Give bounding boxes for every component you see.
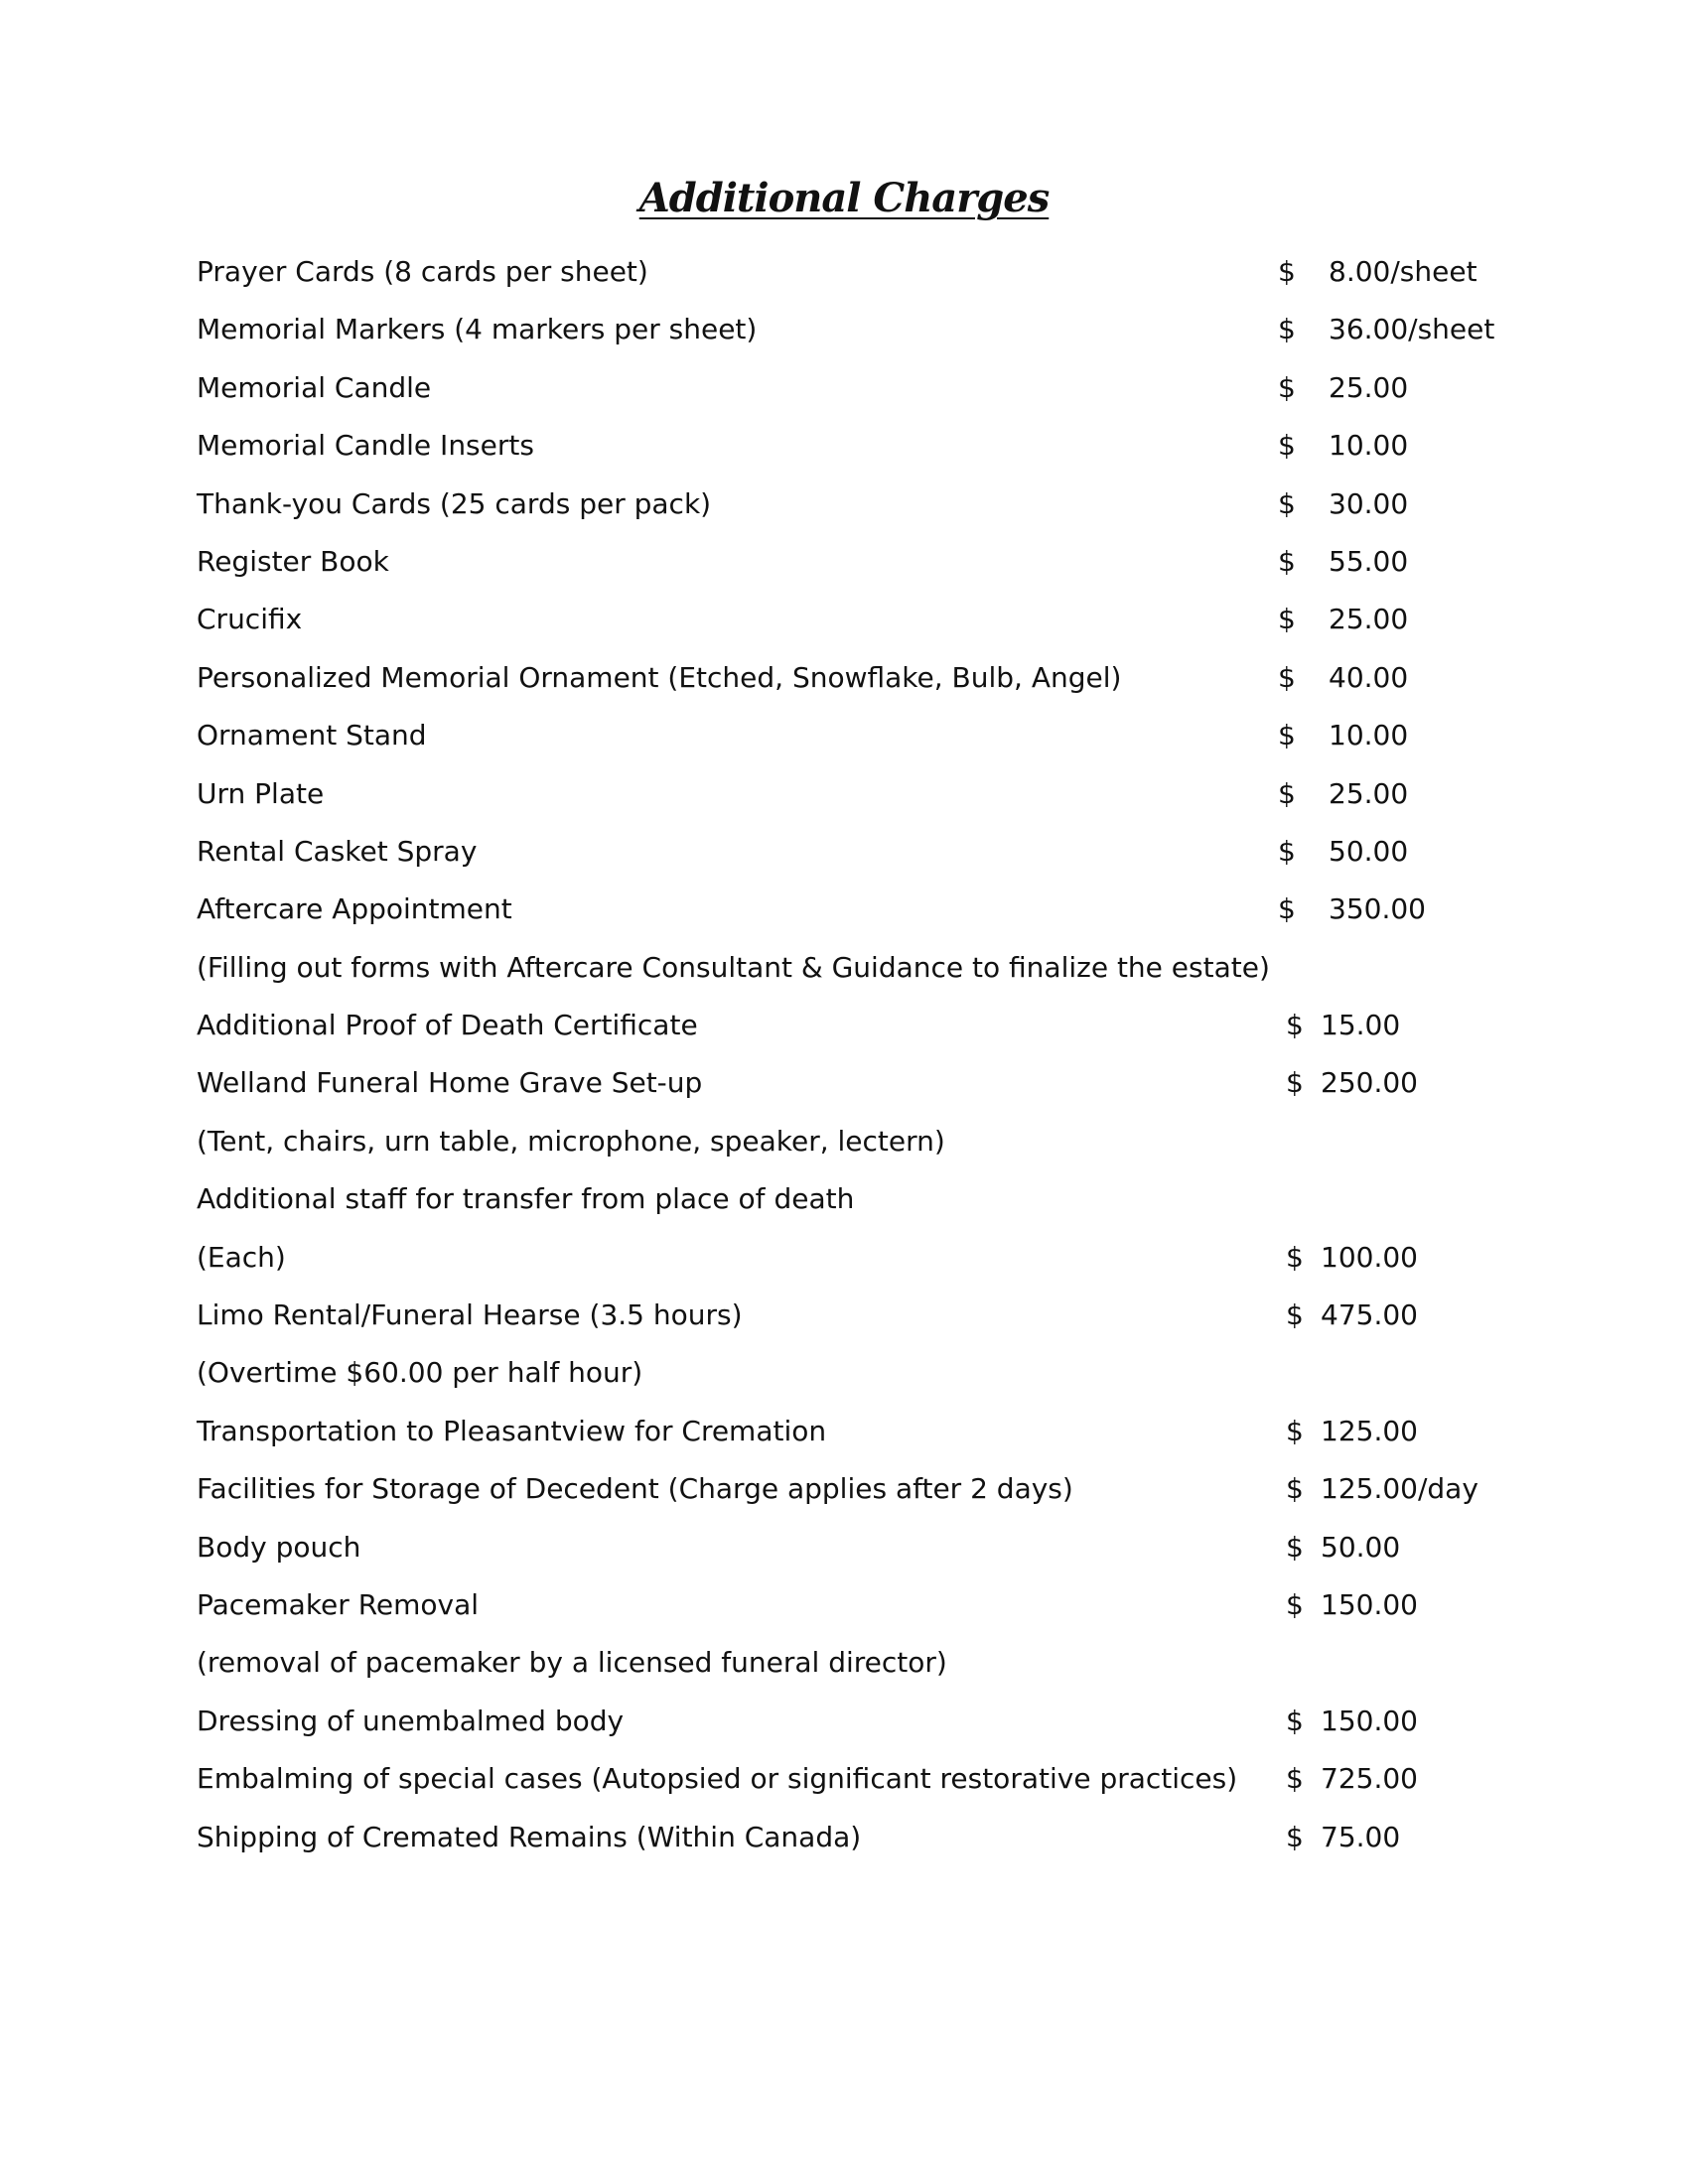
currency-symbol: $ [1278, 719, 1296, 752]
charge-row [0, 1750, 1688, 1808]
currency-symbol: $ [1286, 1414, 1304, 1447]
charge-row [0, 939, 1688, 997]
charge-row [0, 476, 1688, 533]
charge-label: Dressing of unembalmed body [197, 1704, 625, 1737]
charge-label: (removal of pacemaker by a licensed funeral director) [197, 1646, 947, 1680]
charge-amount: 30.00 [1329, 486, 1409, 520]
currency-symbol: $ [1278, 255, 1296, 288]
charge-row [0, 765, 1688, 823]
charge-row [0, 301, 1688, 358]
currency-symbol: $ [1286, 1298, 1304, 1332]
charge-amount: 25.00 [1329, 370, 1409, 404]
charge-row [0, 1344, 1688, 1402]
charge-amount: 36.00/sheet [1329, 313, 1495, 346]
charge-label: Limo Rental/Funeral Hearse (3.5 hours) [197, 1298, 743, 1332]
page-title [0, 171, 1688, 226]
charge-amount: 10.00 [1329, 429, 1409, 463]
page-title-text: Additional Charges [638, 175, 1050, 221]
charge-row [0, 1054, 1688, 1112]
currency-symbol: $ [1286, 1820, 1304, 1853]
charge-amount: 75.00 [1321, 1820, 1401, 1853]
currency-symbol: $ [1286, 1530, 1304, 1564]
charge-row [0, 1403, 1688, 1460]
currency-symbol: $ [1278, 776, 1296, 810]
charge-row [0, 707, 1688, 764]
charge-amount: 10.00 [1329, 719, 1409, 752]
charge-row [0, 1693, 1688, 1750]
charge-label: Thank-you Cards (25 cards per pack) [197, 486, 712, 520]
currency-symbol: $ [1286, 1704, 1304, 1737]
charge-label: Personalized Memorial Ornament (Etched, Snowflake, Bulb, Angel) [197, 660, 1122, 694]
charge-amount: 15.00 [1321, 1009, 1401, 1042]
currency-symbol: $ [1278, 429, 1296, 463]
charge-label: Pacemaker Removal [197, 1587, 480, 1621]
charge-label: Body pouch [197, 1530, 361, 1564]
charge-row [0, 1287, 1688, 1344]
currency-symbol: $ [1286, 1587, 1304, 1621]
charge-label: (Filling out forms with Aftercare Consultant & Guidance to finalize the estate) [197, 950, 1270, 984]
charge-label: (Tent, chairs, urn table, microphone, speaker, lectern) [197, 1124, 945, 1158]
charge-row [0, 591, 1688, 648]
currency-symbol: $ [1278, 603, 1296, 636]
charge-row [0, 823, 1688, 881]
charge-row [0, 533, 1688, 591]
currency-symbol: $ [1278, 486, 1296, 520]
charge-label: Transportation to Pleasantview for Cremation [197, 1414, 827, 1447]
charge-label: Urn Plate [197, 776, 325, 810]
charge-amount: 725.00 [1321, 1762, 1418, 1796]
charge-label: Embalming of special cases (Autopsied or significant restorative practices) [197, 1762, 1238, 1796]
charge-label: (Each) [197, 1240, 286, 1274]
charge-amount: 150.00 [1321, 1587, 1418, 1621]
charge-label: Welland Funeral Home Grave Set-up [197, 1066, 703, 1100]
currency-symbol: $ [1278, 834, 1296, 868]
charge-label: Ornament Stand [197, 719, 427, 752]
charge-amount: 25.00 [1329, 776, 1409, 810]
charge-row [0, 881, 1688, 938]
charge-amount: 125.00 [1321, 1414, 1418, 1447]
charge-row [0, 1634, 1688, 1692]
charge-label: (Overtime $60.00 per half hour) [197, 1356, 643, 1390]
charge-amount: 475.00 [1321, 1298, 1418, 1332]
charge-label: Memorial Candle [197, 370, 432, 404]
charge-label: Memorial Markers (4 markers per sheet) [197, 313, 758, 346]
charge-amount: 100.00 [1321, 1240, 1418, 1274]
charge-row [0, 1809, 1688, 1866]
charge-label: Register Book [197, 544, 389, 578]
charge-label: Additional Proof of Death Certificate [197, 1009, 698, 1042]
charge-label: Aftercare Appointment [197, 892, 512, 926]
charge-label: Prayer Cards (8 cards per sheet) [197, 255, 648, 288]
currency-symbol: $ [1278, 544, 1296, 578]
charge-amount: 25.00 [1329, 603, 1409, 636]
charge-amount: 55.00 [1329, 544, 1409, 578]
charge-row [0, 359, 1688, 417]
charge-row [0, 649, 1688, 707]
charge-label: Memorial Candle Inserts [197, 429, 534, 463]
charge-label: Shipping of Cremated Remains (Within Canada) [197, 1820, 862, 1853]
charge-amount: 50.00 [1329, 834, 1409, 868]
charge-row [0, 243, 1688, 301]
charge-amount: 125.00/day [1321, 1472, 1478, 1506]
charge-row [0, 1229, 1688, 1287]
charge-label: Rental Casket Spray [197, 834, 478, 868]
charge-amount: 50.00 [1321, 1530, 1401, 1564]
charge-row [0, 1170, 1688, 1228]
charge-label: Crucifix [197, 603, 303, 636]
charge-row [0, 1576, 1688, 1634]
currency-symbol: $ [1278, 660, 1296, 694]
currency-symbol: $ [1286, 1009, 1304, 1042]
currency-symbol: $ [1286, 1066, 1304, 1100]
charge-amount: 350.00 [1329, 892, 1426, 926]
currency-symbol: $ [1286, 1762, 1304, 1796]
charge-amount: 150.00 [1321, 1704, 1418, 1737]
currency-symbol: $ [1286, 1472, 1304, 1506]
currency-symbol: $ [1278, 313, 1296, 346]
charges-list [0, 243, 1688, 1866]
charge-row [0, 1113, 1688, 1170]
charge-row [0, 1519, 1688, 1576]
charge-amount: 250.00 [1321, 1066, 1418, 1100]
charge-row [0, 997, 1688, 1054]
charge-row [0, 1460, 1688, 1518]
charge-amount: 8.00/sheet [1329, 255, 1477, 288]
charge-amount: 40.00 [1329, 660, 1409, 694]
currency-symbol: $ [1278, 370, 1296, 404]
charge-label: Facilities for Storage of Decedent (Charge applies after 2 days) [197, 1472, 1073, 1506]
charge-label: Additional staff for transfer from place of death [197, 1182, 855, 1216]
currency-symbol: $ [1278, 892, 1296, 926]
charge-row [0, 417, 1688, 475]
currency-symbol: $ [1286, 1240, 1304, 1274]
